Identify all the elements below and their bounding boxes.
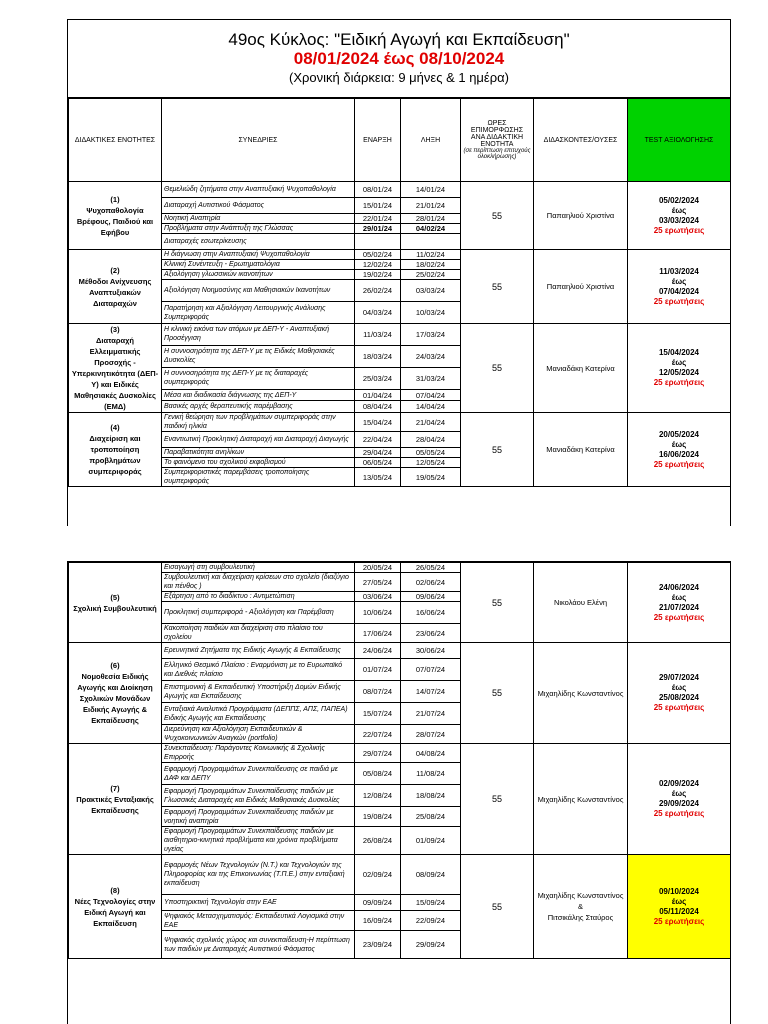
col-units: ΔΙΔΑΚΤΙΚΕΣ ΕΝΟΤΗΤΕΣ	[69, 99, 162, 182]
session-end: 26/05/24	[401, 563, 461, 573]
test-end-date: 12/05/2024	[658, 368, 700, 377]
teacher-cell	[534, 250, 628, 324]
session-title: Προκλητική συμπεριφορά - Αξιολόγηση και Παρέμβαση	[162, 602, 355, 624]
session-end: 14/07/24	[401, 681, 461, 703]
test-cell	[628, 744, 731, 855]
session-start: 22/01/24	[355, 214, 401, 224]
session-title: Ελληνικό Θεσμικό Πλαίσιο : Εναρμόνιση με το Ευρωπαϊκό και Διεθνές πλαίσιο	[162, 659, 355, 681]
unit-cell	[69, 413, 162, 487]
session-title: Ερευνητικά Ζητήματα της Ειδικής Αγωγής & Εκπαίδευσης	[162, 643, 355, 659]
session-start: 01/07/24	[355, 659, 401, 681]
session-end: 09/06/24	[401, 592, 461, 602]
test-end-date: 03/03/2024	[658, 215, 700, 225]
session-title: Εφαρμογές Νέων Τεχνολογιών (Ν.Τ.) και Τεχνολογιών της Πληροφορίας και της Επικοινωνίας (Τ.Π.Ε.) στην ενταξιακή εκπαίδευση	[162, 855, 355, 895]
session-title: Η διάγνωση στην Αναπτυξιακή Ψυχοπαθολογία	[162, 250, 355, 260]
session-end: 31/03/24	[401, 367, 461, 389]
session-start: 05/08/24	[355, 763, 401, 785]
session-start: 10/06/24	[355, 602, 401, 624]
test-start-date: 24/06/2024	[658, 582, 700, 592]
unit-name: Σχολική Συμβουλευτική	[73, 603, 157, 613]
table-row	[69, 413, 731, 432]
session-title: Εφαρμογή Προγραμμάτων Συνεκπαίδευσης παιδιών με νοητική αναπηρία	[162, 807, 355, 827]
unit-number: (4)	[110, 423, 120, 432]
teacher-name: Μιχαηλίδης Κωνσταντίνος	[537, 794, 624, 804]
cycle-duration: (Χρονική διάρκεια: 9 μήνες & 1 ημέρα)	[289, 70, 509, 85]
test-until: έως	[671, 789, 687, 798]
session-start: 05/02/24	[355, 250, 401, 260]
session-end: 11/02/24	[401, 250, 461, 260]
table-row	[69, 855, 731, 895]
session-title: Εφαρμογή Προγραμμάτων Συνεκπαίδευσης παιδιών με αισθητηριο-κινητικά προβλήματα και χρόνια προβλήματα υγείας	[162, 827, 355, 855]
session-title: Παραβατικότητα ανηλίκων	[162, 448, 355, 458]
col-end: ΛΗΞΗ	[401, 99, 461, 182]
unit-name: Πρακτικές Ενταξιακής Εκπαίδευσης	[76, 794, 154, 815]
session-start: 17/06/24	[355, 624, 401, 643]
teacher-name: Μανιαδάκη Κατερίνα	[546, 363, 615, 373]
test-cell	[628, 250, 731, 324]
session-title: Συμπεριφοριστικές παρεμβάσεις τροποποίησης συμπεριφοράς	[162, 468, 355, 487]
test-cell	[628, 324, 731, 413]
test-end-date: 07/04/2024	[658, 286, 700, 296]
test-until: έως	[671, 358, 687, 367]
test-end-date: 05/11/2024	[659, 906, 699, 916]
session-end: 25/02/24	[401, 270, 461, 280]
col-start: ΕΝΑΡΞΗ	[355, 99, 401, 182]
session-start: 24/06/24	[355, 643, 401, 659]
session-end: 01/09/24	[401, 827, 461, 855]
test-cell	[628, 182, 731, 250]
schedule-page-2	[67, 561, 731, 1024]
session-end: 02/06/24	[401, 573, 461, 592]
session-end: 21/01/24	[401, 198, 461, 214]
unit-name: Μέθοδοι Ανίχνευσης Αναπτυξιακών Διαταραχών	[78, 276, 152, 308]
session-start: 29/01/24	[355, 224, 401, 234]
cycle-title: 49ος Κύκλος: "Ειδική Αγωγή και Εκπαίδευση"	[228, 30, 570, 49]
session-title: Νοητική Αναπηρία	[162, 214, 355, 224]
session-end: 10/03/24	[401, 302, 461, 324]
test-cell	[628, 643, 731, 744]
session-end: 15/09/24	[401, 895, 461, 911]
test-cell	[628, 413, 731, 487]
unit-number: (3)	[110, 325, 120, 334]
session-title: Η συννοσηρότητα της ΔΕΠ-Υ με τις διαταραχές συμπεριφοράς	[162, 367, 355, 389]
unit-number: (2)	[110, 265, 120, 275]
session-title: Βασικές αρχές θεραπευτικής παρέμβασης	[162, 401, 355, 413]
cycle-dates: 08/01/2024 έως 08/10/2024	[293, 49, 505, 68]
col-hours-note: (σε περίπτωση επιτυχούς ολοκλήρωσης)	[463, 148, 531, 160]
test-until: έως	[671, 592, 687, 602]
session-end: 11/08/24	[401, 763, 461, 785]
hours-cell: 55	[461, 744, 534, 855]
session-title: Συμβουλευτική και διαχείριση κρίσεων στο σχολείο (διαζύγιο και πένθος )	[162, 573, 355, 592]
teacher-name: Παπαηλιού Χριστίνα	[546, 282, 615, 291]
session-title: Εναντιωτική Προκλητική Διαταραχή και Διαταραχή Διαγωγής	[162, 432, 355, 448]
session-title: Κακοποίηση παιδιών και διαχείριση στο πλαίσιο του σχολείου	[162, 624, 355, 643]
teacher-cell	[534, 643, 628, 744]
session-title: Διερεύνηση και Αξιολόγηση Εκπαιδευτικών & Ψυχοκοινωνικών Αναγκών (portfolio)	[162, 725, 355, 744]
session-end: 08/09/24	[401, 855, 461, 895]
test-questions: 25 ερωτήσεις	[653, 612, 705, 622]
session-start: 29/07/24	[355, 744, 401, 763]
session-title: Γενική θεώρηση των προβλημάτων συμπεριφοράς στην παιδική ηλικία	[162, 413, 355, 432]
table-row	[69, 643, 731, 659]
session-end: 04/02/24	[401, 224, 461, 234]
session-end: 21/07/24	[401, 703, 461, 725]
teacher-cell	[534, 182, 628, 250]
unit-name: Διαταραχή Ελλειμματικής Προσοχής - Υπερκινητικότητα (ΔΕΠ-Υ) και Ειδικές Μαθησιακές Δυσκολίες (ΕΜΔ)	[71, 336, 159, 411]
session-start: 22/04/24	[355, 432, 401, 448]
session-title: Προβλήματα στην Ανάπτυξη της Γλώσσας	[162, 224, 355, 234]
test-questions: 25 ερωτήσεις	[653, 459, 705, 469]
session-end: 03/03/24	[401, 280, 461, 302]
session-start: 26/02/24	[355, 280, 401, 302]
schedule-table-1	[68, 98, 731, 487]
test-until: έως	[671, 896, 687, 906]
session-start: 04/03/24	[355, 302, 401, 324]
col-hours	[461, 99, 534, 182]
table-row	[69, 250, 731, 260]
unit-cell	[69, 182, 162, 250]
test-until: έως	[671, 683, 687, 692]
teacher-name: Νικολάου Ελένη	[553, 598, 608, 607]
teacher-cell	[534, 744, 628, 855]
col-test: TEST ΑΞΙΟΛΟΓΗΣΗΣ	[628, 99, 731, 182]
test-end-date: 21/07/2024	[658, 602, 700, 612]
hours-cell: 55	[461, 324, 534, 413]
test-cell	[628, 855, 731, 959]
session-start: 09/09/24	[355, 895, 401, 911]
session-end: 04/08/24	[401, 744, 461, 763]
session-start: 19/08/24	[355, 807, 401, 827]
session-end: 22/09/24	[401, 911, 461, 931]
hours-cell: 55	[461, 250, 534, 324]
session-title: Εφαρμογή Προγραμμάτων Συνεκπαίδευσης σε παιδιά με ΔΑΦ και ΔΕΠΥ	[162, 763, 355, 785]
test-cell	[628, 563, 731, 643]
session-end: 07/04/24	[401, 389, 461, 401]
session-title: Θεμελιώδη ζητήματα στην Αναπτυξιακή Ψυχοπαθολογία	[162, 182, 355, 198]
test-questions: 25 ερωτήσεις	[653, 296, 705, 306]
unit-name: Ψυχοπαθολογία Βρέφους, Παιδιού και Εφήβου	[76, 205, 154, 237]
session-title: Παρατήρηση και Αξιολόγηση Λειτουργικής Ανάλυσης Συμπεριφοράς	[162, 302, 355, 324]
hours-cell: 55	[461, 855, 534, 959]
session-title: Επιστημονική & Εκπαιδευτική Υποστήριξη Δομών Ειδικής Αγωγής και Εκπαίδευσης	[162, 681, 355, 703]
schedule-table-2	[68, 562, 731, 959]
col-teachers: ΔΙΔΑΣΚΟΝΤΕΣ/ΟΥΣΕΣ	[534, 99, 628, 182]
session-start: 08/01/24	[355, 182, 401, 198]
test-start-date: 29/07/2024	[658, 673, 700, 682]
test-until: έως	[671, 276, 687, 286]
teacher-name: Παπαηλιού Χριστίνα	[546, 211, 615, 220]
table-row	[69, 182, 731, 198]
unit-name: Διαχείριση και τροποποίηση προβλημάτων συμπεριφοράς	[88, 434, 142, 476]
unit-number: (8)	[110, 885, 120, 895]
session-end: 05/05/24	[401, 448, 461, 458]
unit-cell	[69, 250, 162, 324]
session-start: 12/02/24	[355, 260, 401, 270]
teacher-amp: &	[577, 902, 583, 911]
table-row	[69, 563, 731, 573]
unit-name: Νομοθεσία Ειδικής Αγωγής και Διοίκηση Σχολικών Μονάδων Ειδικής Αγωγής & Εκπαίδευσης	[77, 672, 153, 725]
session-title: Ενταξιακά Αναλυτικά Προγράμματα (ΔΕΠΠΣ, ΑΠΣ, ΠΑΠΕΑ) Ειδικής Αγωγής και Εκπαίδευσης	[162, 703, 355, 725]
session-end: 18/02/24	[401, 260, 461, 270]
test-questions: 25 ερωτήσεις	[653, 225, 705, 235]
col-hours-label: ΩΡΕΣ ΕΠΙΜΟΡΦΩΣΗΣ ΑΝΑ ΔΙΔΑΚΤΙΚΗ ΕΝΟΤΗΤΑ	[470, 120, 524, 148]
teacher-name: Μιχαηλίδης Κωνσταντίνος	[537, 891, 624, 900]
hours-cell: 55	[461, 182, 534, 250]
session-end: 24/03/24	[401, 345, 461, 367]
session-start: 18/03/24	[355, 345, 401, 367]
session-start: 26/08/24	[355, 827, 401, 855]
session-end: 21/04/24	[401, 413, 461, 432]
test-end-date: 29/09/2024	[658, 799, 700, 808]
session-start: 16/09/24	[355, 911, 401, 931]
unit-cell	[69, 855, 162, 959]
session-start: 02/09/24	[355, 855, 401, 895]
unit-name: Νέες Τεχνολογίες στην Ειδική Αγωγή και Εκπαίδευση	[74, 896, 156, 928]
unit-cell	[69, 563, 162, 643]
session-end: 17/03/24	[401, 324, 461, 346]
session-end: 23/06/24	[401, 624, 461, 643]
unit-number: (6)	[110, 661, 120, 670]
test-end-date: 25/08/2024	[658, 693, 700, 702]
session-end: 28/01/24	[401, 214, 461, 224]
hours-cell: 55	[461, 563, 534, 643]
session-end: 28/07/24	[401, 725, 461, 744]
teacher-name: Μανιαδάκη Κατερίνα	[546, 445, 615, 454]
unit-number: (5)	[110, 592, 120, 602]
session-title: Η συννοσηρότητα της ΔΕΠ-Υ με τις Ειδικές Μαθησιακές Δυσκολίες	[162, 345, 355, 367]
session-title: Εισαγωγή στη συμβουλευτική	[162, 563, 355, 573]
test-questions: 25 ερωτήσεις	[653, 809, 705, 818]
session-start	[355, 234, 401, 250]
session-start: 15/04/24	[355, 413, 401, 432]
session-start: 15/07/24	[355, 703, 401, 725]
session-start: 08/04/24	[355, 401, 401, 413]
session-title: Ψηφιακός σχολικός χώρος και συνεκπαίδευση-Η περίπτωση των παιδιών με Διαταραχές Αυτιστικού Φάσματος	[162, 931, 355, 959]
session-start: 01/04/24	[355, 389, 401, 401]
session-end: 29/09/24	[401, 931, 461, 959]
session-end: 12/05/24	[401, 458, 461, 468]
test-end-date: 16/06/2024	[658, 449, 700, 459]
test-questions: 25 ερωτήσεις	[653, 703, 705, 712]
test-start-date: 15/04/2024	[658, 348, 700, 357]
session-end: 25/08/24	[401, 807, 461, 827]
hours-cell: 55	[461, 413, 534, 487]
session-title: Αξιολόγηση Νοημοσύνης και Μαθησιακών Ικανοτήτων	[162, 280, 355, 302]
col-sessions: ΣΥΝΕΔΡΙΕΣ	[162, 99, 355, 182]
teacher-cell	[534, 324, 628, 413]
test-start-date: 02/09/2024	[658, 779, 700, 788]
session-title: Μέσα και διαδικασία διάγνωσης της ΔΕΠ-Υ	[162, 389, 355, 401]
session-start: 15/01/24	[355, 198, 401, 214]
session-start: 06/05/24	[355, 458, 401, 468]
unit-cell	[69, 643, 162, 744]
teacher-name: Μιχαηλίδης Κωνσταντίνος	[537, 688, 624, 698]
session-title: Συνεκπαίδευση: Παράγοντες Κοινωνικής & Σχολικής Επιρροής	[162, 744, 355, 763]
session-end: 18/08/24	[401, 785, 461, 807]
session-start: 11/03/24	[355, 324, 401, 346]
session-end: 28/04/24	[401, 432, 461, 448]
hours-cell: 55	[461, 643, 534, 744]
unit-number: (7)	[110, 783, 120, 793]
session-title: Η κλινική εικόνα των ατόμων με ΔΕΠ-Υ - Αναπτυξιακή Προσέγγιση	[162, 324, 355, 346]
session-title: Εφαρμογή Προγραμμάτων Συνεκπαίδευσης παιδιών με Γλωσσικές Διαταραχές και Ειδικές Μαθησιακές Δυσκολίες	[162, 785, 355, 807]
test-questions: 25 ερωτήσεις	[653, 378, 705, 387]
session-start: 29/04/24	[355, 448, 401, 458]
session-title: Αξιολόγηση γλωσσικών ικανοτήτων	[162, 270, 355, 280]
test-start-date: 20/05/2024	[658, 429, 700, 439]
session-title: Εξάρτηση από το διαδίκτυο : Αντιμετώπιση	[162, 592, 355, 602]
session-start: 19/02/24	[355, 270, 401, 280]
session-title: Κλινική Συνέντευξη - Ερωτηματολόγια	[162, 260, 355, 270]
session-title: Διαταραχή Αυτιστικού Φάσματος	[162, 198, 355, 214]
test-until: έως	[671, 439, 687, 449]
session-end: 16/06/24	[401, 602, 461, 624]
session-start: 20/05/24	[355, 563, 401, 573]
unit-cell	[69, 324, 162, 413]
session-end: 30/06/24	[401, 643, 461, 659]
session-start: 03/06/24	[355, 592, 401, 602]
unit-number: (1)	[110, 194, 120, 204]
teacher-cell	[534, 563, 628, 643]
session-start: 25/03/24	[355, 367, 401, 389]
session-start: 23/09/24	[355, 931, 401, 959]
session-start: 27/05/24	[355, 573, 401, 592]
session-end	[401, 234, 461, 250]
session-start: 22/07/24	[355, 725, 401, 744]
test-start-date: 09/10/2024	[658, 886, 700, 896]
session-end: 14/01/24	[401, 182, 461, 198]
test-questions: 25 ερωτήσεις	[653, 916, 705, 926]
schedule-page-1	[67, 19, 731, 526]
document-header	[68, 20, 730, 98]
session-title: Ψηφιακός Μετασχηματισμός: Εκπαιδευτικά Λογισμικά στην ΕΑΕ	[162, 911, 355, 931]
teacher-cell	[534, 855, 628, 959]
session-end: 07/07/24	[401, 659, 461, 681]
session-start: 08/07/24	[355, 681, 401, 703]
session-title: Υποστηρικτική Τεχνολογία στην ΕΑΕ	[162, 895, 355, 911]
session-start: 13/05/24	[355, 468, 401, 487]
teacher-cell	[534, 413, 628, 487]
session-title: Διαταραχές εσωτερίκευσης	[162, 234, 355, 250]
test-until: έως	[671, 205, 687, 215]
table-row	[69, 324, 731, 346]
table-row	[69, 744, 731, 763]
test-start-date: 11/03/2024	[659, 266, 699, 276]
unit-cell	[69, 744, 162, 855]
session-title: Το φαινόμενο του σχολικού εκφοβισμού	[162, 458, 355, 468]
session-start: 12/08/24	[355, 785, 401, 807]
session-end: 14/04/24	[401, 401, 461, 413]
test-start-date: 05/02/2024	[658, 195, 700, 205]
table-header-row	[69, 99, 731, 182]
teacher-name-2: Πιτσικάλης Σταύρος	[547, 913, 614, 922]
session-end: 19/05/24	[401, 468, 461, 487]
